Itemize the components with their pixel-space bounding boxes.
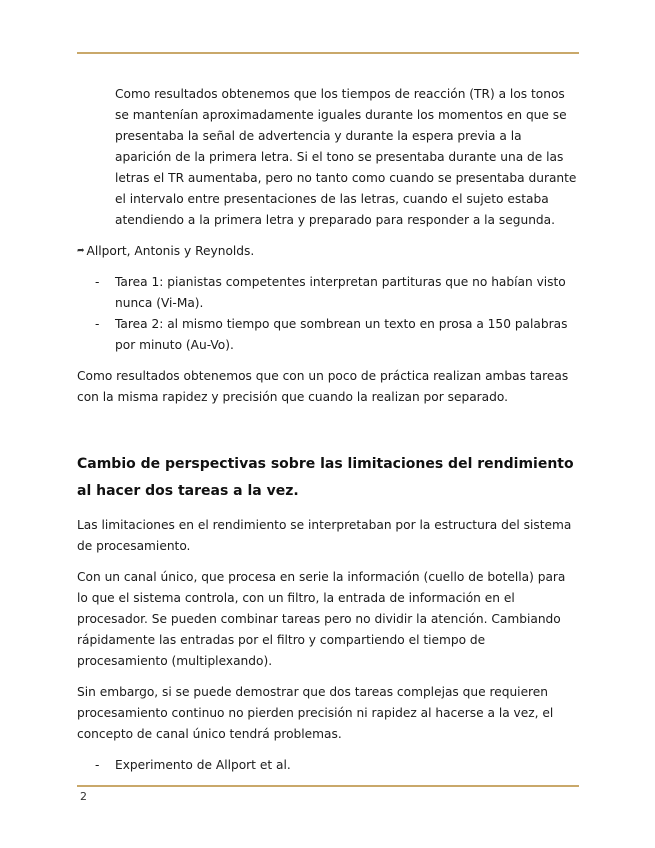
list-item (77, 314, 579, 356)
page-number: 2 (80, 790, 87, 803)
page-content (77, 84, 579, 786)
section-heading: Cambio de perspectivas sobre las limitaciones del rendimiento al hacer dos tareas a la vez. (77, 456, 574, 499)
quote-paragraph: Como resultados obtenemos que los tiempos de reacción (TR) a los tonos se mantenían aproximadamente iguales durante los momentos en que se presentaba la señal de advertencia y durante la espera previa a la aparición de la primera letra. Si el tono se presentaba durante una de las letras el TR aumentaba, pero no tanto como cuando se presentaba durante el intervalo entre presentaciones de las letras, cuando el sujeto estaba atendiendo a la primera letra y preparado para responder a la segunda. (115, 87, 577, 227)
list-item (77, 755, 579, 776)
task-text: Tarea 1: pianistas competentes interpretan partituras que no habían visto nunca (Vi-Ma). (115, 275, 566, 310)
header-rule (77, 52, 579, 54)
dash-marker: - (95, 275, 100, 289)
arrow-bullet-icon: ➦ (77, 246, 85, 256)
body-paragraph: Las limitaciones en el rendimiento se interpretaban por la estructura del sistema de procesamiento. (77, 518, 572, 553)
task-text: Tarea 2: al mismo tiempo que sombrean un texto en prosa a 150 palabras por minuto (Au-Vo). (115, 317, 568, 352)
arrow-bullet-line (77, 241, 579, 262)
dash-marker: - (95, 758, 100, 772)
body-paragraph: Sin embargo, si se puede demostrar que dos tareas complejas que requieren procesamiento continuo no pierden precisión ni rapidez al hacerse a la vez, el concepto de canal único tendrá problemas. (77, 685, 554, 741)
result-paragraph: Como resultados obtenemos que con un poco de práctica realizan ambas tareas con la misma rapidez y precisión que cuando la realizan por separado. (77, 369, 569, 404)
footer-rule (77, 785, 579, 787)
arrow-bullet-text: Allport, Antonis y Reynolds. (86, 244, 255, 258)
body-paragraph: Con un canal único, que procesa en serie la información (cuello de botella) para lo que el sistema controla, con un filtro, la entrada de información en el procesador. Se pueden combinar tareas pero no dividir la atención. Cambiando rápidamente las entradas por el filtro y compartiendo el tiempo de procesamiento (multiplexando). (77, 570, 566, 668)
list-item (77, 272, 579, 314)
experiment-list (77, 755, 579, 776)
experiment-text: Experimento de Allport et al. (115, 758, 291, 772)
tasks-list (77, 272, 579, 356)
dash-marker: - (95, 317, 100, 331)
